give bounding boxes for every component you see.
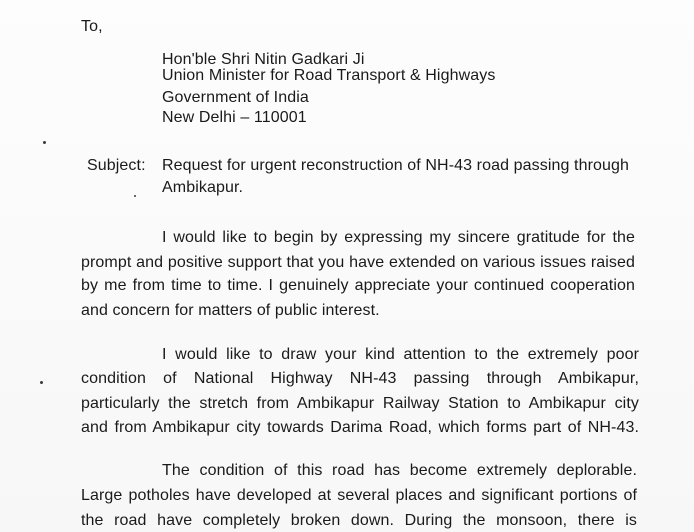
paragraph-1-line-3: by me from time to time. I genuinely appreciate your continued cooperation	[81, 277, 635, 294]
paragraph-1-line-2: prompt and positive support that you have extended on various issues raised	[81, 254, 635, 271]
page-speck	[43, 141, 46, 144]
paragraph-3-line-2: Large potholes have developed at several places and significant portions of	[81, 487, 637, 504]
addressee-organisation: Government of India	[162, 89, 309, 106]
subject-line-2: Ambikapur.	[162, 179, 244, 196]
paragraph-1-line-4: and concern for matters of public interest.	[81, 302, 380, 319]
paragraph-2-line-3: particularly the stretch from Ambikapur Railway Station to Ambikapur city	[81, 395, 639, 412]
page-speck	[40, 381, 43, 384]
subject-label: Subject:	[87, 157, 146, 174]
paragraph-2-line-1: I would like to draw your kind attention to the extremely poor	[162, 346, 639, 363]
addressee-designation: Union Minister for Road Transport & Highways	[162, 67, 496, 84]
addressee-city: New Delhi – 110001	[162, 109, 307, 126]
addressee-name: Hon'ble Shri Nitin Gadkari Ji	[162, 51, 365, 68]
paragraph-2-line-2: condition of National Highway NH-43 passing through Ambikapur,	[81, 370, 639, 387]
subject-line-1: Request for urgent reconstruction of NH-43 road passing through	[162, 157, 630, 174]
paragraph-3-line-1: The condition of this road has become extremely deplorable.	[162, 462, 637, 479]
salutation: To,	[81, 18, 103, 35]
page-speck	[134, 195, 136, 197]
paragraph-3-line-3: the road have completely broken down. During the monsoon, there is	[81, 512, 637, 529]
paragraph-1-line-1: I would like to begin by expressing my sincere gratitude for the	[162, 229, 635, 246]
paragraph-2-line-4: and from Ambikapur city towards Darima Road, which forms part of NH-43.	[81, 419, 639, 436]
